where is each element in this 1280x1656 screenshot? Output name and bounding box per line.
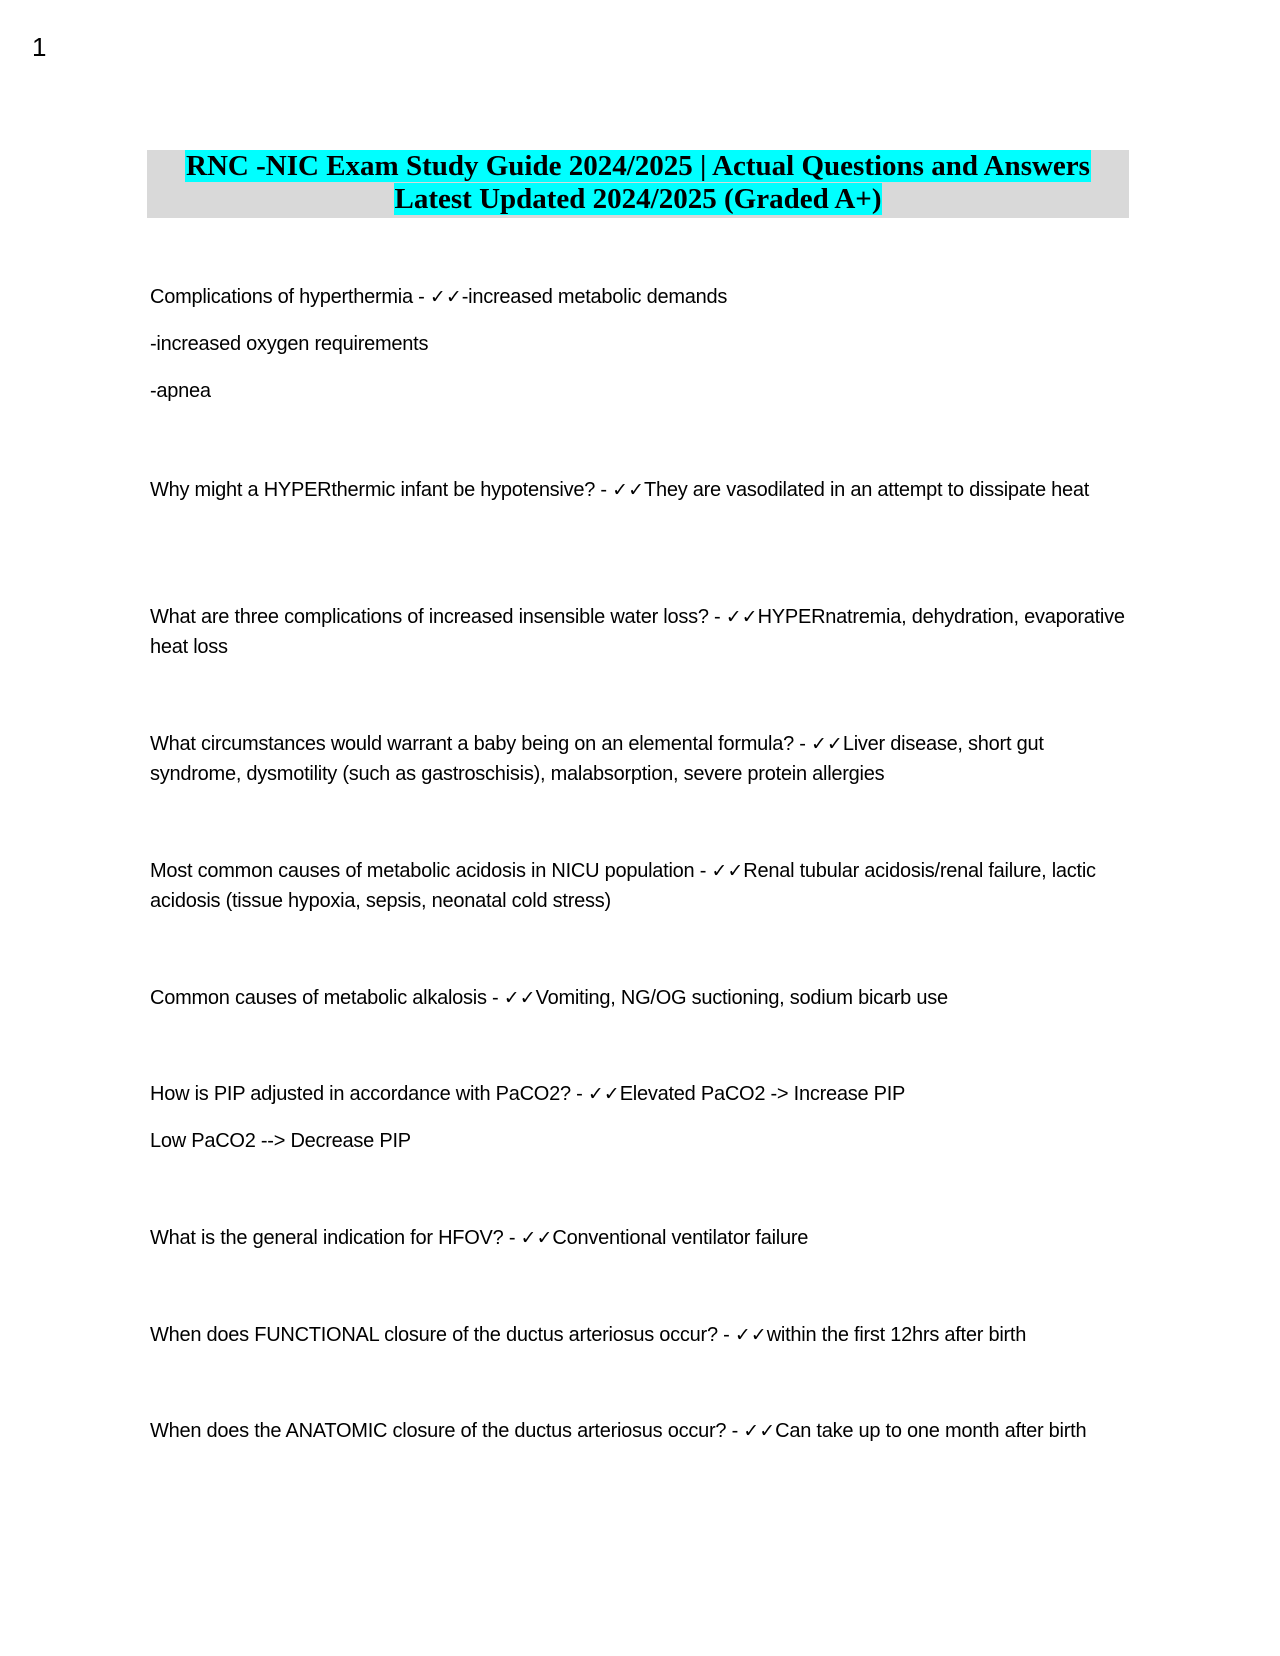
qa-item bbox=[150, 1079, 1130, 1156]
answer: -increased metabolic demands bbox=[461, 286, 728, 308]
qa-item bbox=[150, 1320, 1130, 1350]
double-check-icon: ✓✓ bbox=[725, 606, 758, 628]
double-check-icon: ✓✓ bbox=[587, 1083, 620, 1105]
qa-item bbox=[150, 729, 1130, 789]
separator: - bbox=[726, 1420, 744, 1442]
separator: - bbox=[717, 1324, 735, 1346]
double-check-icon: ✓✓ bbox=[520, 1227, 553, 1249]
answer: Renal tubular acidosis/renal failure, lactic acidosis (tissue hypoxia, sepsis, neonatal cold stress) bbox=[150, 860, 1096, 912]
question: Why might a HYPERthermic infant be hypotensive? bbox=[150, 479, 596, 501]
page-number: 1 bbox=[32, 32, 47, 62]
question: Most common causes of metabolic acidosis in NICU population bbox=[150, 860, 695, 882]
answer: Can take up to one month after birth bbox=[775, 1420, 1087, 1442]
qa-item bbox=[150, 856, 1130, 916]
separator: - bbox=[708, 606, 726, 628]
double-check-icon: ✓✓ bbox=[811, 733, 843, 755]
qa-item bbox=[150, 1223, 1130, 1253]
separator: - bbox=[570, 1083, 588, 1105]
double-check-icon: ✓✓ bbox=[429, 286, 462, 308]
title-line-1: RNC -NIC Exam Study Guide 2024/2025 | Actual Questions and Answers bbox=[186, 150, 1090, 182]
question: Complications of hyperthermia bbox=[150, 286, 413, 308]
qa-line bbox=[150, 1079, 1130, 1109]
question: When does FUNCTIONAL closure of the ductus arteriosus occur? bbox=[150, 1324, 718, 1346]
double-check-icon: ✓✓ bbox=[612, 479, 644, 501]
separator: - bbox=[793, 733, 811, 755]
title-line-2: Latest Updated 2024/2025 (Graded A+) bbox=[394, 183, 882, 215]
answer: within the first 12hrs after birth bbox=[766, 1324, 1027, 1346]
separator: - bbox=[503, 1227, 521, 1249]
document-title bbox=[147, 150, 1129, 218]
qa-line bbox=[150, 1320, 1130, 1350]
qa-item bbox=[150, 1416, 1130, 1446]
question: What are three complications of increased insensible water loss? bbox=[150, 606, 709, 628]
qa-line bbox=[150, 282, 1130, 312]
qa-line bbox=[150, 983, 1130, 1013]
qa-line bbox=[150, 1223, 1130, 1253]
qa-item bbox=[150, 983, 1130, 1013]
question: Common causes of metabolic alkalosis bbox=[150, 987, 487, 1009]
qa-item bbox=[150, 282, 1130, 406]
separator: - bbox=[595, 479, 613, 501]
question: What circumstances would warrant a baby being on an elemental formula? bbox=[150, 733, 794, 755]
double-check-icon: ✓✓ bbox=[503, 987, 536, 1009]
answer-continuation: -increased oxygen requirements bbox=[150, 333, 429, 355]
qa-item bbox=[150, 475, 1130, 505]
separator: - bbox=[694, 860, 712, 882]
answer: Liver disease, short gut syndrome, dysmotility (such as gastroschisis), malabsorption, severe protein allergies bbox=[150, 733, 1044, 785]
answer: Conventional ventilator failure bbox=[552, 1227, 809, 1249]
answer-continuation: Low PaCO2 --> Decrease PIP bbox=[150, 1130, 411, 1152]
answer-continuation: -apnea bbox=[150, 380, 211, 402]
separator: - bbox=[486, 987, 504, 1009]
double-check-icon: ✓✓ bbox=[734, 1324, 767, 1346]
answer: Elevated PaCO2 -> Increase PIP bbox=[619, 1083, 906, 1105]
double-check-icon: ✓✓ bbox=[743, 1420, 776, 1442]
question: What is the general indication for HFOV? bbox=[150, 1227, 504, 1249]
answer: They are vasodilated in an attempt to dissipate heat bbox=[644, 479, 1090, 501]
qa-item bbox=[150, 602, 1130, 662]
answer: HYPERnatremia, dehydration, evaporative heat loss bbox=[150, 606, 1125, 658]
double-check-icon: ✓✓ bbox=[711, 860, 744, 882]
answer: Vomiting, NG/OG suctioning, sodium bicarb use bbox=[535, 987, 948, 1009]
question: When does the ANATOMIC closure of the ductus arteriosus occur? bbox=[150, 1420, 727, 1442]
question: How is PIP adjusted in accordance with PaCO2? bbox=[150, 1083, 571, 1105]
separator: - bbox=[412, 286, 430, 308]
